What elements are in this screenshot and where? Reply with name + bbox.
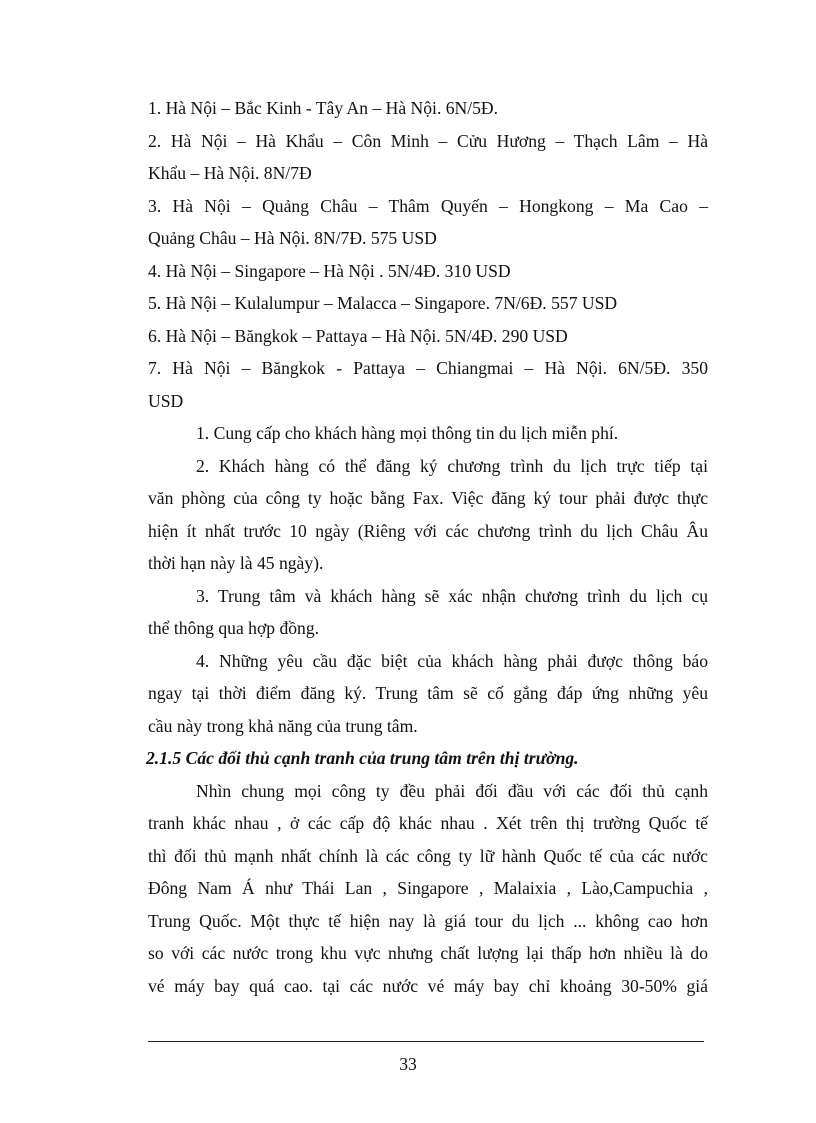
tour-line: 1. Hà Nội – Bắc Kinh - Tây An – Hà Nội. 6N/5Đ. bbox=[148, 98, 499, 118]
service-line: cầu này trong khả năng của trung tâm. bbox=[148, 715, 418, 736]
list-item bbox=[148, 287, 708, 320]
tour-line: Khẩu – Hà Nội. 8N/7Đ bbox=[148, 163, 312, 183]
paragraph-line: Trung Quốc. Một thực tế hiện nay là giá tour du lịch ... không cao hơn bbox=[148, 910, 708, 931]
service-line: hiện ít nhất trước 10 ngày (Riêng với các chương trình du lịch Châu Âu bbox=[148, 520, 708, 541]
list-item bbox=[148, 92, 708, 125]
list-item bbox=[148, 450, 708, 580]
service-line: thời hạn này là 45 ngày). bbox=[148, 553, 324, 573]
paragraph-line: vé máy bay quá cao. tại các nước vé máy bay chỉ khoảng 30-50% giá bbox=[148, 975, 708, 996]
list-item bbox=[148, 645, 708, 743]
tour-list bbox=[148, 92, 708, 417]
service-line: 2. Khách hàng có thể đăng ký chương trình du lịch trực tiếp tại bbox=[196, 455, 708, 476]
list-item bbox=[148, 255, 708, 288]
service-line: 4. Những yêu cầu đặc biệt của khách hàng phải được thông báo bbox=[196, 650, 708, 671]
list-item bbox=[148, 125, 708, 190]
paragraph-line: tranh khác nhau , ở các cấp độ khác nhau . Xét trên thị trường Quốc tế bbox=[148, 813, 708, 833]
service-line: 3. Trung tâm và khách hàng sẽ xác nhận chương trình du lịch cụ bbox=[196, 585, 708, 606]
list-item bbox=[148, 352, 708, 417]
section-heading: 2.1.5 Các đối thủ cạnh tranh của trung tâm trên thị trường. bbox=[146, 748, 579, 768]
tour-line: USD bbox=[148, 390, 184, 411]
paragraph-line: so với các nước trong khu vực nhưng chất lượng lại thấp hơn nhiều là do bbox=[148, 943, 708, 963]
page-number: 33 bbox=[399, 1054, 417, 1074]
service-line: 1. Cung cấp cho khách hàng mọi thông tin du lịch miễn phí. bbox=[196, 423, 619, 443]
tour-line: 7. Hà Nội – Băngkok - Pattaya – Chiangmai – Hà Nội. 6N/5Đ. 350 bbox=[148, 358, 708, 378]
tour-line: 6. Hà Nội – Băngkok – Pattaya – Hà Nội. 5N/4Đ. 290 USD bbox=[148, 325, 568, 346]
service-line: ngay tại thời điểm đăng ký. Trung tâm sẽ cố gắng đáp ứng những yêu bbox=[148, 683, 708, 703]
tour-line: 2. Hà Nội – Hà Khẩu – Côn Minh – Cửu Hương – Thạch Lâm – Hà bbox=[148, 130, 708, 151]
tour-line: 5. Hà Nội – Kulalumpur – Malacca – Singapore. 7N/6Đ. 557 USD bbox=[148, 293, 618, 313]
list-item bbox=[148, 320, 708, 353]
page-body bbox=[148, 92, 708, 1002]
tour-line: 3. Hà Nội – Quảng Châu – Thâm Quyến – Hongkong – Ma Cao – bbox=[148, 195, 708, 216]
list-item bbox=[148, 190, 708, 255]
services-list bbox=[148, 417, 708, 742]
list-item bbox=[148, 417, 708, 450]
paragraph-line: thì đối thủ mạnh nhất chính là các công ty lữ hành Quốc tế của các nước bbox=[148, 845, 708, 866]
footer-divider bbox=[148, 1041, 704, 1042]
paragraph-line: Đông Nam Á như Thái Lan , Singapore , Malaixia , Lào,Campuchia , bbox=[148, 878, 708, 898]
service-line: văn phòng của công ty hoặc bằng Fax. Việc đăng ký tour phải được thực bbox=[148, 488, 708, 508]
tour-line: Quảng Châu – Hà Nội. 8N/7Đ. 575 USD bbox=[148, 228, 437, 248]
section-paragraph bbox=[148, 775, 708, 1003]
list-item bbox=[148, 580, 708, 645]
service-line: thể thông qua hợp đồng. bbox=[148, 618, 320, 638]
tour-line: 4. Hà Nội – Singapore – Hà Nội . 5N/4Đ. 310 USD bbox=[148, 260, 511, 281]
paragraph-line: Nhìn chung mọi công ty đều phải đối đầu với các đối thủ cạnh bbox=[196, 780, 708, 801]
